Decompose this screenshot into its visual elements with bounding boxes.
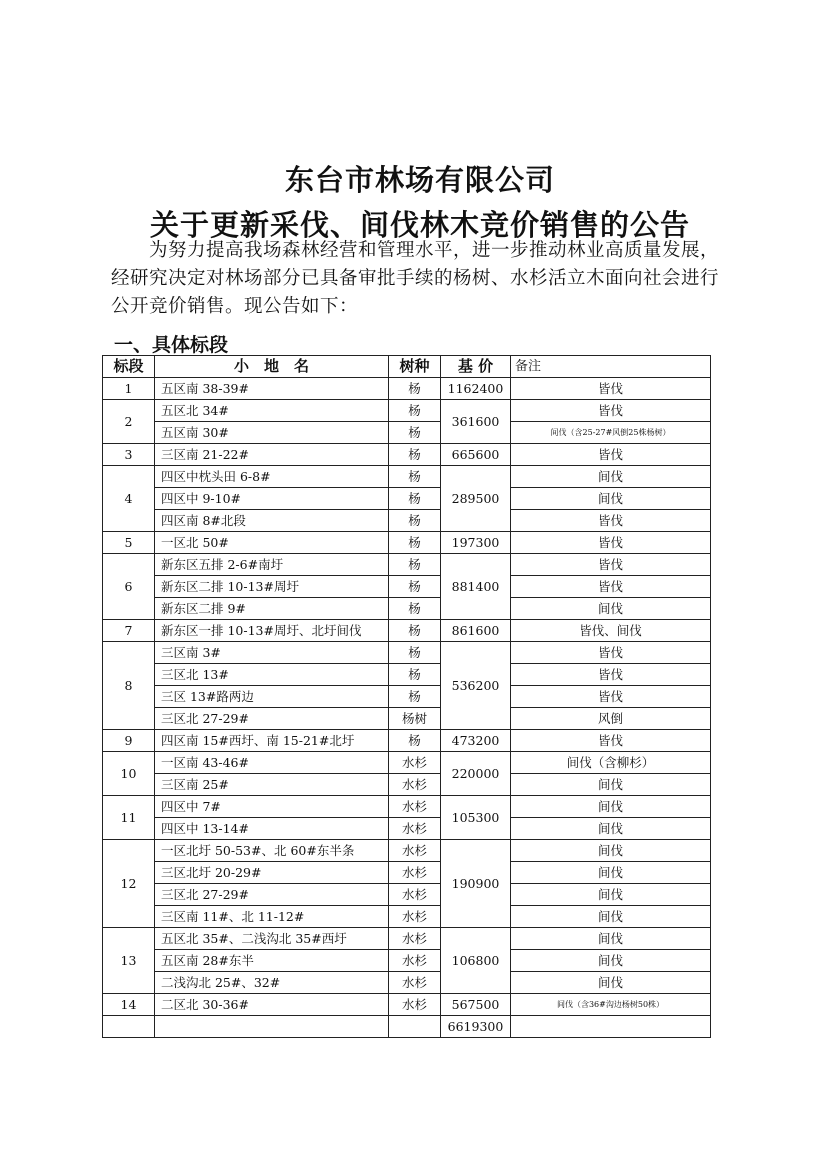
- table-row: [103, 620, 711, 642]
- note-cell: 间伐: [511, 840, 711, 862]
- table-row: [103, 466, 711, 488]
- place-name-cell: 五区南 28#东半: [155, 950, 389, 972]
- header-price: 基 价: [441, 356, 511, 378]
- table-row: [103, 884, 711, 906]
- section-number-cell: 12: [103, 840, 155, 928]
- place-name-cell: 一区南 43-46#: [155, 752, 389, 774]
- species-cell: 水杉: [389, 774, 441, 796]
- species-cell: 水杉: [389, 906, 441, 928]
- base-price-cell: 361600: [441, 400, 511, 444]
- table-row: [103, 686, 711, 708]
- section-number-cell: 5: [103, 532, 155, 554]
- table-row: [103, 598, 711, 620]
- place-name-cell: 三区南 21-22#: [155, 444, 389, 466]
- table-row: [103, 642, 711, 664]
- total-empty-cell: [511, 1016, 711, 1038]
- species-cell: 杨: [389, 378, 441, 400]
- species-cell: 杨: [389, 400, 441, 422]
- table-row: [103, 488, 711, 510]
- note-cell: 间伐: [511, 598, 711, 620]
- base-price-cell: 105300: [441, 796, 511, 840]
- note-cell: 间伐: [511, 950, 711, 972]
- total-price-cell: 6619300: [441, 1016, 511, 1038]
- species-cell: 水杉: [389, 950, 441, 972]
- species-cell: 杨: [389, 532, 441, 554]
- intro-line: 为努力提高我场森林经营和管理水平，进一步推动林业高质量发展，: [149, 240, 720, 261]
- note-cell: 间伐: [511, 884, 711, 906]
- note-cell: 皆伐: [511, 730, 711, 752]
- place-name-cell: 四区中 13-14#: [155, 818, 389, 840]
- section-number-cell: 4: [103, 466, 155, 532]
- place-name-cell: 五区南 38-39#: [155, 378, 389, 400]
- note-cell: 皆伐: [511, 554, 711, 576]
- place-name-cell: 一区北 50#: [155, 532, 389, 554]
- total-empty-cell: [155, 1016, 389, 1038]
- note-cell: 间伐（含柳杉）: [511, 752, 711, 774]
- intro-line: 经研究决定对林场部分已具备审批手续的杨树、水杉活立木面向社会进行: [111, 268, 720, 289]
- table-row: [103, 994, 711, 1016]
- note-cell: 间伐（含36#沟边杨树50株）: [511, 994, 711, 1016]
- note-cell: 间伐: [511, 862, 711, 884]
- place-name-cell: 新东区五排 2-6#南圩: [155, 554, 389, 576]
- place-name-cell: 四区中 7#: [155, 796, 389, 818]
- note-cell: 间伐: [511, 796, 711, 818]
- note-cell: 间伐: [511, 466, 711, 488]
- place-name-cell: 三区 13#路两边: [155, 686, 389, 708]
- base-price-cell: 536200: [441, 642, 511, 730]
- species-cell: 水杉: [389, 972, 441, 994]
- table-row: [103, 862, 711, 884]
- note-cell: 风倒: [511, 708, 711, 730]
- place-name-cell: 三区南 11#、北 11-12#: [155, 906, 389, 928]
- note-cell: 皆伐: [511, 378, 711, 400]
- note-cell: 皆伐、间伐: [511, 620, 711, 642]
- table-row: [103, 818, 711, 840]
- total-empty-cell: [103, 1016, 155, 1038]
- place-name-cell: 新东区二排 9#: [155, 598, 389, 620]
- section-number-cell: 13: [103, 928, 155, 994]
- note-cell: 皆伐: [511, 576, 711, 598]
- base-price-cell: 473200: [441, 730, 511, 752]
- note-cell: 皆伐: [511, 664, 711, 686]
- section-number-cell: 2: [103, 400, 155, 444]
- table-row: [103, 554, 711, 576]
- announcement-title: 关于更新采伐、间伐林木竞价销售的公告: [149, 208, 690, 242]
- table-row: [103, 796, 711, 818]
- base-price-cell: 220000: [441, 752, 511, 796]
- table-row: [103, 400, 711, 422]
- total-empty-cell: [389, 1016, 441, 1038]
- note-cell: 皆伐: [511, 444, 711, 466]
- place-name-cell: 五区北 34#: [155, 400, 389, 422]
- note-cell: 皆伐: [511, 686, 711, 708]
- note-cell: 间伐: [511, 906, 711, 928]
- section-number-cell: 11: [103, 796, 155, 840]
- species-cell: 水杉: [389, 994, 441, 1016]
- table-header-row: [103, 356, 711, 378]
- place-name-cell: 四区中 9-10#: [155, 488, 389, 510]
- base-price-cell: 289500: [441, 466, 511, 532]
- species-cell: 水杉: [389, 840, 441, 862]
- section-number-cell: 10: [103, 752, 155, 796]
- table-row: [103, 664, 711, 686]
- section-number-cell: 7: [103, 620, 155, 642]
- table-row: [103, 576, 711, 598]
- header-note: 备注: [511, 356, 711, 378]
- species-cell: 杨: [389, 488, 441, 510]
- species-cell: 杨: [389, 466, 441, 488]
- note-cell: 皆伐: [511, 510, 711, 532]
- note-cell: 间伐: [511, 972, 711, 994]
- base-price-cell: 190900: [441, 840, 511, 928]
- species-cell: 杨: [389, 576, 441, 598]
- table-row: [103, 510, 711, 532]
- place-name-cell: 三区南 3#: [155, 642, 389, 664]
- intro-line: 公开竞价销售。现公告如下：: [111, 296, 359, 317]
- section-number-cell: 6: [103, 554, 155, 620]
- header-section: 标段: [103, 356, 155, 378]
- species-cell: 水杉: [389, 884, 441, 906]
- section-number-cell: 9: [103, 730, 155, 752]
- note-cell: 间伐: [511, 774, 711, 796]
- note-cell: 皆伐: [511, 642, 711, 664]
- place-name-cell: 三区北圩 20-29#: [155, 862, 389, 884]
- species-cell: 杨: [389, 444, 441, 466]
- header-species: 树种: [389, 356, 441, 378]
- table-row: [103, 444, 711, 466]
- table-row: [103, 928, 711, 950]
- note-cell: 皆伐: [511, 532, 711, 554]
- total-row: [103, 1016, 711, 1038]
- base-price-cell: 861600: [441, 620, 511, 642]
- species-cell: 杨: [389, 620, 441, 642]
- section-heading: 一、具体标段: [114, 334, 229, 356]
- section-number-cell: 8: [103, 642, 155, 730]
- table-row: [103, 950, 711, 972]
- species-cell: 水杉: [389, 752, 441, 774]
- table-row: [103, 840, 711, 862]
- place-name-cell: 一区北圩 50-53#、北 60#东半条: [155, 840, 389, 862]
- table-row: [103, 906, 711, 928]
- species-cell: 杨: [389, 730, 441, 752]
- base-price-cell: 665600: [441, 444, 511, 466]
- base-price-cell: 881400: [441, 554, 511, 620]
- place-name-cell: 新东区一排 10-13#周圩、北圩间伐: [155, 620, 389, 642]
- section-number-cell: 14: [103, 994, 155, 1016]
- species-cell: 水杉: [389, 862, 441, 884]
- place-name-cell: 三区北 27-29#: [155, 708, 389, 730]
- table-row: [103, 532, 711, 554]
- species-cell: 水杉: [389, 818, 441, 840]
- place-name-cell: 五区南 30#: [155, 422, 389, 444]
- header-place: 小 地 名: [155, 356, 389, 378]
- note-cell: 间伐: [511, 818, 711, 840]
- species-cell: 杨: [389, 510, 441, 532]
- note-cell: 皆伐: [511, 400, 711, 422]
- place-name-cell: 三区南 25#: [155, 774, 389, 796]
- place-name-cell: 四区中枕头田 6-8#: [155, 466, 389, 488]
- place-name-cell: 三区北 13#: [155, 664, 389, 686]
- place-name-cell: 四区南 15#西圩、南 15-21#北圩: [155, 730, 389, 752]
- species-cell: 杨: [389, 664, 441, 686]
- table-row: [103, 422, 711, 444]
- base-price-cell: 1162400: [441, 378, 511, 400]
- table-row: [103, 708, 711, 730]
- place-name-cell: 新东区二排 10-13#周圩: [155, 576, 389, 598]
- species-cell: 水杉: [389, 796, 441, 818]
- species-cell: 水杉: [389, 928, 441, 950]
- place-name-cell: 三区北 27-29#: [155, 884, 389, 906]
- company-title: 东台市林场有限公司: [284, 163, 555, 197]
- species-cell: 杨: [389, 642, 441, 664]
- table-row: [103, 774, 711, 796]
- place-name-cell: 二浅沟北 25#、32#: [155, 972, 389, 994]
- base-price-cell: 106800: [441, 928, 511, 994]
- base-price-cell: 567500: [441, 994, 511, 1016]
- base-price-cell: 197300: [441, 532, 511, 554]
- section-number-cell: 1: [103, 378, 155, 400]
- place-name-cell: 二区北 30-36#: [155, 994, 389, 1016]
- species-cell: 杨: [389, 554, 441, 576]
- species-cell: 杨: [389, 422, 441, 444]
- table-row: [103, 378, 711, 400]
- table-row: [103, 972, 711, 994]
- section-number-cell: 3: [103, 444, 155, 466]
- place-name-cell: 五区北 35#、二浅沟北 35#西圩: [155, 928, 389, 950]
- note-cell: 间伐: [511, 488, 711, 510]
- table-row: [103, 752, 711, 774]
- species-cell: 杨: [389, 686, 441, 708]
- intro-paragraph: [111, 237, 720, 321]
- bid-sections-table: [102, 355, 711, 1038]
- species-cell: 杨: [389, 598, 441, 620]
- table-row: [103, 730, 711, 752]
- note-cell: 间伐: [511, 928, 711, 950]
- note-cell: 间伐（含25-27#风倒25株杨树）: [511, 422, 711, 444]
- species-cell: 杨树: [389, 708, 441, 730]
- place-name-cell: 四区南 8#北段: [155, 510, 389, 532]
